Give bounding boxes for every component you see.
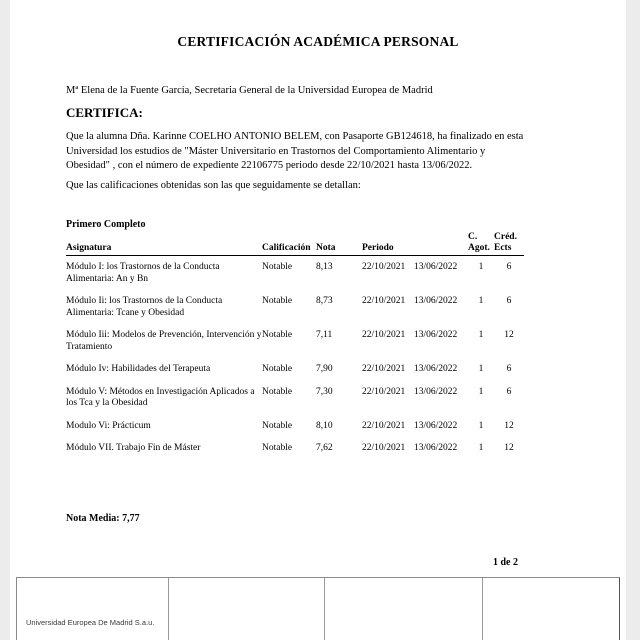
average-grade: Nota Media: 7,77 [66,513,140,524]
cell-calificacion: Notable [262,364,293,374]
cell-creditos-ects: 6 [506,386,512,397]
table-row [66,256,524,291]
cell-creditos-agotados: 1 [478,443,484,453]
cell-periodo-fin: 13/06/2022 [414,364,458,374]
cell-calificacion: Notable [262,443,293,453]
cell-asignatura: Módulo VII. Trabajo Fin de Máster [66,443,201,453]
table-header-row [66,232,524,256]
cell-nota: 7,30 [316,386,333,397]
grades-table [66,232,524,460]
footer-cell-1 [17,578,169,640]
cell-periodo-inicio: 22/10/2021 [362,262,406,272]
column-header-periodo: Periodo [362,232,414,256]
cell-nota: 7,90 [316,364,333,374]
issuer-line: Mª Elena de la Fuente García, Secretaria General de la Universidad Europea de Madrid [66,85,433,96]
cell-creditos-agotados: 1 [478,330,484,340]
cell-asignatura: Módulo Ii: los Trastornos de la Conducta Alimentaria: Tcane y Obesidad [66,296,223,318]
cell-nota: 8,73 [316,296,333,306]
cell-periodo-fin: 13/06/2022 [414,330,458,340]
page-indicator: 1 de 2 [493,557,518,568]
cell-creditos-ects: 6 [506,364,512,374]
cell-creditos-ects: 12 [504,420,514,431]
academic-year-label: Primero Completo [66,219,146,230]
cell-creditos-ects: 12 [504,330,514,340]
cell-creditos-agotados: 1 [478,386,484,397]
column-header-creditos-ects-line2: Ects [494,243,512,253]
table-row [66,381,524,415]
table-row [66,324,524,358]
cell-asignatura: Módulo I: los Trastornos de la Conducta Alimentaria: An y Bn [66,262,220,284]
cell-periodo-fin: 13/06/2022 [414,296,458,306]
cell-periodo-fin: 13/06/2022 [414,443,458,453]
cell-nota: 8,10 [316,420,333,431]
cell-nota: 7,11 [316,330,333,340]
footer-cell-2 [169,578,325,640]
column-header-creditos-agotados-line2: Agot. [468,243,490,253]
grades-intro-line: Que las calificaciones obtenidas son las que seguidamente se detallan: [66,180,361,191]
column-header-asignatura: Asignatura [66,232,262,256]
column-header-creditos-agotados [468,232,494,256]
cell-creditos-ects: 6 [506,296,512,306]
table-row [66,415,524,438]
table-row [66,290,524,324]
cell-nota: 8,13 [316,262,333,272]
cell-asignatura: Módulo Iii: Modelos de Prevención, Intervención y Tratamiento [66,330,262,352]
cell-periodo-inicio: 22/10/2021 [362,386,406,397]
cell-creditos-agotados: 1 [478,296,484,306]
cell-periodo-inicio: 22/10/2021 [362,364,406,374]
column-header-calificacion: Calificación [262,232,316,256]
cell-creditos-ects: 6 [506,262,512,272]
certifies-heading: CERTIFICA: [66,105,143,120]
column-header-creditos-ects-line1: Créd. [494,232,517,242]
cell-periodo-inicio: 22/10/2021 [362,330,406,340]
cell-calificacion: Notable [262,330,293,340]
column-header-creditos-agotados-line1: C. [468,232,478,242]
column-header-periodo-end [414,232,468,256]
footer-table [16,577,620,640]
grades-table-head [66,232,524,256]
table-row [66,437,524,460]
cell-periodo-fin: 13/06/2022 [414,386,458,397]
cell-periodo-inicio: 22/10/2021 [362,443,406,453]
cell-periodo-inicio: 22/10/2021 [362,296,406,306]
cell-creditos-ects: 12 [504,443,514,453]
certification-body-paragraph: Que la alumna Dña. Karinne COELHO ANTONIO BELEM, con Pasaporte GB124618, ha finalizado en esta Universidad los estudios de "Máster Universitario en Trastornos del Comportamiento Alimentario y Obesidad" , con el número de expediente 22106775 periodo desde 22/10/2021 hasta 13/06/2022. [66,131,524,171]
cell-asignatura: Módulo V: Métodos en Investigación Aplicados a los Tca y la Obesidad [66,386,255,408]
cell-calificacion: Notable [262,420,293,431]
column-header-nota: Nota [316,232,362,256]
cell-nota: 7,62 [316,443,333,453]
cell-periodo-inicio: 22/10/2021 [362,420,406,431]
cell-asignatura: Módulo Iv: Habilidades del Terapeuta [66,364,211,374]
page-title: CERTIFICACIÓN ACADÉMICA PERSONAL [177,34,459,49]
cell-periodo-fin: 13/06/2022 [414,262,458,272]
footer-cell-3 [325,578,483,640]
cell-calificacion: Notable [262,296,293,306]
cell-creditos-agotados: 1 [478,262,484,272]
cell-periodo-fin: 13/06/2022 [414,420,458,431]
grades-table-body [66,256,524,460]
cell-creditos-agotados: 1 [478,364,484,374]
column-header-creditos-ects [494,232,524,256]
document-page [10,0,626,640]
cell-calificacion: Notable [262,262,293,272]
footer-cell-4 [483,578,619,640]
cell-asignatura: Modulo Vi: Prácticum [66,420,151,431]
table-row [66,358,524,381]
grades-table-wrapper [66,232,516,460]
cell-calificacion: Notable [262,386,293,397]
footer-entity-name: Universidad Europea De Madrid S.a.u. [26,618,155,627]
cell-creditos-agotados: 1 [478,420,484,431]
